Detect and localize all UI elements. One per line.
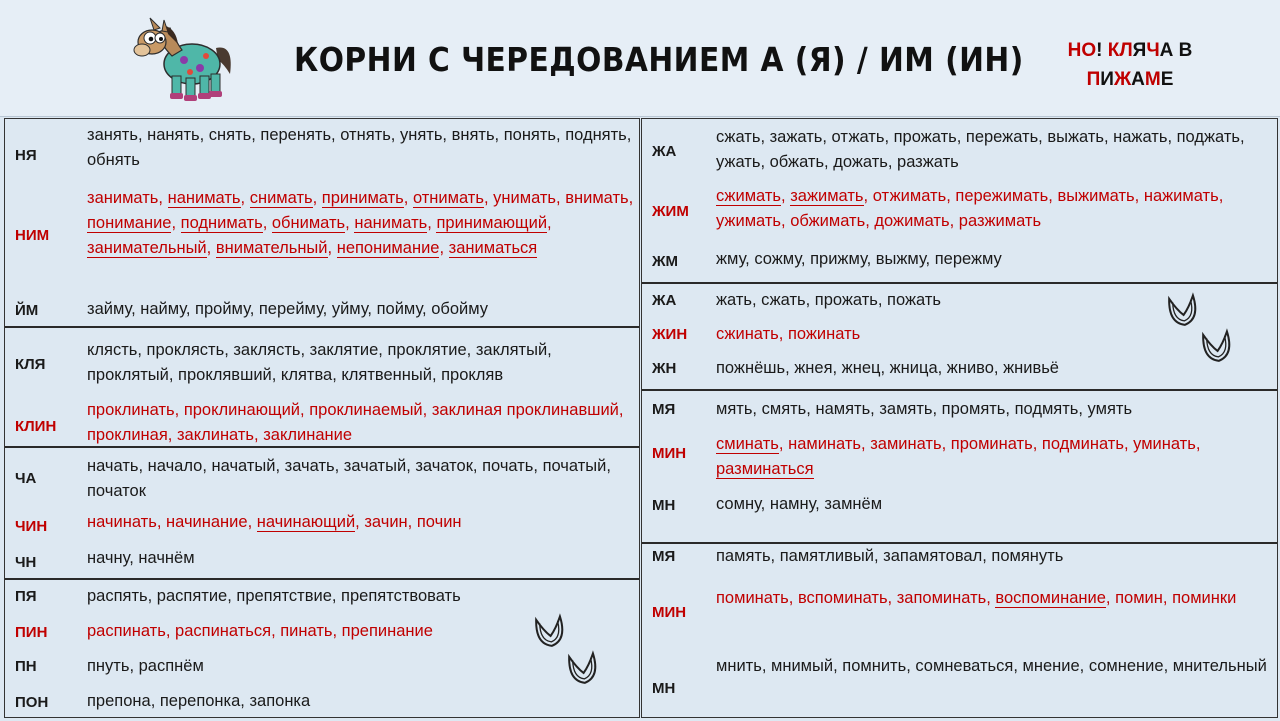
example-words: жму, сожму, прижму, выжму, пережму	[716, 250, 1002, 268]
example-words: пожнёшь, жнея, жнец, жница, жниво, жнивьё	[716, 359, 1059, 377]
mnemonic-fragment: В	[1173, 40, 1193, 61]
example-words: клясть, проклясть, заклясть, заклятие, проклятие, заклятый, проклятый, проклявший, клятва, клятвенный, прокляв	[87, 341, 552, 384]
hoofprint-icon	[560, 646, 605, 691]
example-words: занимать, нанимать, снимать, принимать, отнимать, унимать, внимать, понимание, поднимать, обнимать, нанимать, принимающий, занимательный, внимательный, непонимание, заниматься	[87, 189, 634, 257]
page-title: КОРНИ С ЧЕРЕДОВАНИЕМ А (Я) / ИМ (ИН)	[294, 40, 1024, 79]
example-words: сжинать, пожинать	[716, 325, 861, 343]
mnemonic-fragment: А	[1159, 40, 1174, 61]
root-label: ЙМ	[15, 302, 39, 319]
example-words: препона, перепонка, запонка	[87, 692, 311, 710]
example-words: жать, сжать, прожать, пожать	[716, 291, 941, 309]
mnemonic-fragment: П	[1086, 69, 1101, 90]
right-roots-table	[641, 118, 1278, 718]
example-words: пнуть, распнём	[87, 657, 204, 675]
mnemonic-fragment: КЛ	[1107, 40, 1133, 61]
example-words: начну, начнём	[87, 549, 195, 567]
root-label: ЖИН	[652, 326, 688, 343]
mnemonic-fragment: О	[1081, 40, 1097, 61]
mnemonic-fragment: Е	[1160, 69, 1174, 90]
example-words: распять, распятие, препятствие, препятствовать	[87, 587, 461, 605]
mnemonic-fragment: Н	[1067, 40, 1082, 61]
example-words: поминать, вспоминать, запоминать, воспоминание, помин, поминки	[716, 589, 1237, 607]
root-label: МН	[652, 497, 676, 514]
mnemonic-phrase	[1040, 36, 1220, 94]
root-label: ПН	[15, 658, 37, 675]
mnemonic-fragment: !	[1096, 40, 1108, 61]
left-group-3	[5, 446, 639, 580]
root-label: ЖМ	[652, 253, 679, 270]
root-label: ПЯ	[15, 588, 37, 605]
horse-in-pajamas-icon	[128, 14, 238, 104]
root-label: ЖА	[652, 292, 677, 309]
root-label: МЯ	[652, 548, 676, 565]
root-label: НИМ	[15, 227, 50, 244]
right-group-1	[642, 119, 1277, 284]
example-words: сжать, зажать, отжать, прожать, пережать, выжать, нажать, поджать, ужать, обжать, дожать, разжать	[716, 128, 1245, 171]
root-label: ЧИН	[15, 518, 48, 535]
mnemonic-line-1	[1040, 36, 1220, 65]
root-label: ЖН	[652, 360, 677, 377]
header	[0, 0, 1280, 117]
mnemonic-fragment: Я	[1132, 40, 1147, 61]
hoofprint-icon	[1194, 324, 1239, 369]
root-label: НЯ	[15, 147, 37, 164]
root-label: МН	[652, 680, 676, 697]
example-words: займу, найму, пройму, перейму, уйму, пойму, обойму	[87, 300, 489, 318]
mnemonic-fragment: М	[1144, 69, 1161, 90]
example-words: сомну, намну, замнём	[716, 495, 883, 513]
example-words: занять, нанять, снять, перенять, отнять, унять, внять, понять, поднять, обнять	[87, 126, 632, 169]
example-words: распинать, распинаться, пинать, препинание	[87, 622, 433, 640]
example-words: память, памятливый, запамятовал, помянуть	[716, 547, 1064, 565]
example-words: начать, начало, начатый, зачать, зачатый, зачаток, почать, початый, початок	[87, 457, 611, 500]
root-label: МЯ	[652, 401, 676, 418]
root-label: ЧН	[15, 554, 37, 571]
root-label: МИН	[652, 604, 687, 621]
hoofprint-icon	[527, 609, 572, 654]
root-label: КЛИН	[15, 418, 57, 435]
root-label: ЖИМ	[652, 203, 689, 220]
hoofprint-icon	[1160, 288, 1205, 333]
root-label: ПОН	[15, 694, 49, 711]
mnemonic-fragment: Ч	[1146, 40, 1160, 61]
example-words: начинать, начинание, начинающий, зачин, почин	[87, 513, 462, 531]
root-label: ЧА	[15, 470, 37, 487]
right-group-3	[642, 389, 1277, 544]
root-label: МИН	[652, 445, 687, 462]
root-label: ЖА	[652, 143, 677, 160]
example-words: мять, смять, намять, замять, промять, подмять, умять	[716, 400, 1133, 418]
mnemonic-line-2	[1040, 65, 1220, 94]
mnemonic-fragment: А	[1131, 69, 1145, 90]
root-label: ПИН	[15, 624, 48, 641]
example-words: проклинать, проклинающий, проклинаемый, заклиная проклинавший, проклиная, заклинать, заклинание	[87, 401, 624, 444]
mnemonic-fragment: Ж	[1113, 69, 1132, 90]
root-label: КЛЯ	[15, 356, 46, 373]
example-words: сминать, наминать, заминать, проминать, подминать, уминать, разминаться	[716, 435, 1201, 478]
mnemonic-fragment: И	[1100, 69, 1114, 90]
example-words: мнить, мнимый, помнить, сомневаться, мнение, сомнение, мнительный	[716, 657, 1267, 675]
left-group-2	[5, 326, 639, 448]
left-group-1	[5, 119, 639, 328]
right-group-4	[642, 542, 1277, 717]
example-words: сжимать, зажимать, отжимать, пережимать, выжимать, нажимать, ужимать, обжимать, дожимать, разжимать	[716, 187, 1224, 230]
